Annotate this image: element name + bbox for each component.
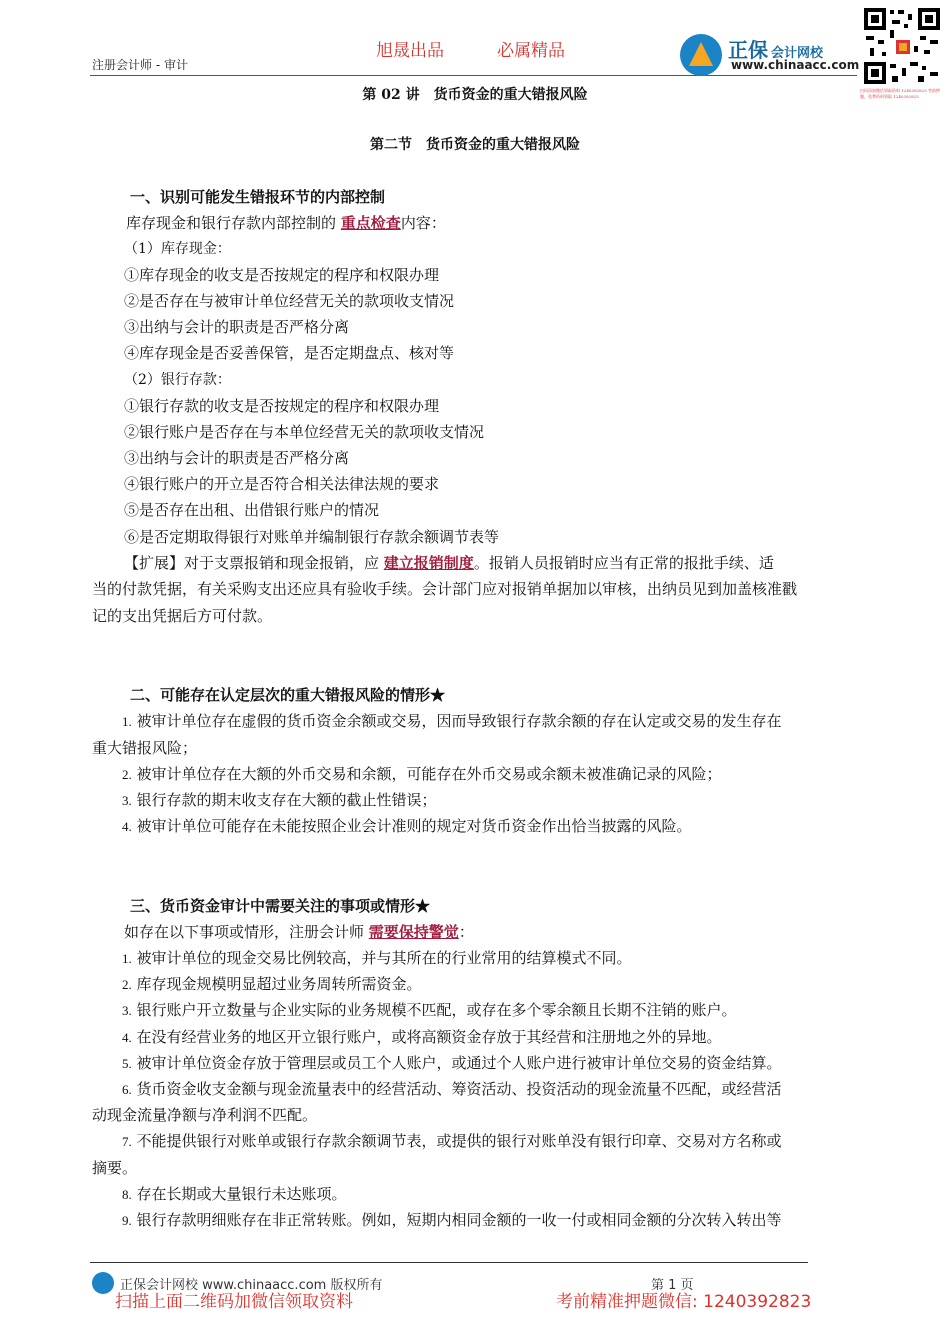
footer-promo-right: 考前精准押题微信: 1240392823 — [556, 1292, 812, 1312]
list-item: 5. 被审计单位资金存放于管理层或员工个人账户，或通过个人账户进行被审计单位交易的资金结算。 — [122, 1054, 782, 1072]
lecture-title: 第 02 讲 货币资金的重大错报风险 — [362, 87, 588, 103]
cash-group-label: （1）库存现金： — [124, 241, 231, 257]
list-item: 3. 银行账户开立数量与企业实际的业务规模不匹配，或存在多个零余额且长期不注销的账户。 — [122, 1001, 737, 1019]
promo-right: 必属精品 — [497, 41, 565, 61]
brand-logo-icon — [680, 34, 722, 76]
section-3-heading: 三、货币资金审计中需要关注的事项或情形★ — [130, 897, 431, 915]
list-item: ⑥是否定期取得银行对账单并编制银行存款余额调节表等 — [124, 528, 500, 546]
extension-note-line-3: 记的支出凭据后方可付款。 — [92, 607, 273, 625]
list-item: ④银行账户的开立是否符合相关法律法规的要求 — [124, 475, 440, 493]
extension-note-line-2: 当的付款凭据，有关采购支出还应具有验收手续。会计部门应对报销单据加以审核，出纳员见到加盖核准戳 — [92, 580, 798, 598]
list-item: 4. 被审计单位可能存在未能按照企业会计准则的规定对货币资金作出恰当披露的风险。 — [122, 817, 692, 835]
list-item: ③出纳与会计的职责是否严格分离 — [124, 449, 350, 467]
page-number: 第 1 页 — [651, 1278, 694, 1293]
footer-logo-icon — [92, 1272, 114, 1294]
list-item: 6. 货币资金收支金额与现金流量表中的经营活动、筹资活动、投资活动的现金流量不匹配，或经营活 — [122, 1080, 782, 1098]
list-item: 9. 银行存款明细账存在非正常转账。例如，短期内相同金额的一收一付或相同金额的分次转入转出等 — [122, 1211, 782, 1229]
list-item: 3. 银行存款的期末收支存在大额的截止性错误； — [122, 791, 437, 809]
list-item-continuation: 摘要。 — [92, 1159, 138, 1177]
list-item: ⑤是否存在出租、出借银行账户的情况 — [124, 501, 380, 519]
list-item-continuation: 重大错报风险； — [92, 739, 198, 757]
list-item: ④库存现金是否妥善保管，是否定期盘点、核对等 — [124, 344, 455, 362]
list-item: ①库存现金的收支是否按规定的程序和权限办理 — [124, 266, 440, 284]
promo-left: 旭晟出品 — [376, 41, 444, 61]
list-item: 1. 被审计单位存在虚假的货币资金余额或交易，因而导致银行存款余额的存在认定或交易的发生存在 — [122, 712, 782, 730]
section-3-intro: 如存在以下事项或情形，注册会计师 需要保持警觉： — [124, 923, 474, 941]
qr-caption: 扫码添加微信领取资料 1240392823 考前押题，免费资料领取 1240392823 — [860, 88, 940, 99]
list-item: 7. 不能提供银行对账单或银行存款余额调节表，或提供的银行对账单没有银行印章、交易对方名称或 — [122, 1132, 782, 1150]
list-item: ③出纳与会计的职责是否严格分离 — [124, 318, 350, 336]
list-item: 4. 在没有经营业务的地区开立银行账户，或将高额资金存放于其经营和注册地之外的异地。 — [122, 1028, 722, 1046]
section-1-heading: 一、识别可能发生错报环节的内部控制 — [130, 188, 386, 206]
brand-url: www.chinaacc.com — [731, 58, 860, 72]
footer-copyright: 正保会计网校 www.chinaacc.com 版权所有 — [120, 1278, 383, 1293]
section-2-heading: 二、可能存在认定层次的重大错报风险的情形★ — [130, 686, 446, 704]
list-item: 8. 存在长期或大量银行未达账项。 — [122, 1185, 347, 1203]
brand-name: 正保 会计网校 — [728, 38, 824, 62]
bank-group-label: （2）银行存款： — [124, 372, 231, 388]
qr-code-icon — [862, 6, 942, 86]
header-divider — [90, 75, 857, 76]
list-item: ①银行存款的收支是否按规定的程序和权限办理 — [124, 397, 440, 415]
list-item: ②银行账户是否存在与本单位经营无关的款项收支情况 — [124, 423, 485, 441]
extension-note: 【扩展】对于支票报销和现金报销，应 建立报销制度。报销人员报销时应当有正常的报批手续、适 — [124, 554, 774, 572]
course-name: 注册会计师 - 审计 — [92, 58, 188, 72]
section-1-intro: 库存现金和银行存款内部控制的 重点检查内容： — [126, 214, 446, 232]
list-item: 2. 库存现金规模明显超过业务周转所需资金。 — [122, 975, 422, 993]
section-title: 第二节 货币资金的重大错报风险 — [370, 137, 580, 153]
list-item: 2. 被审计单位存在大额的外币交易和余额，可能存在外币交易或余额未被准确记录的风险； — [122, 765, 722, 783]
list-item: 1. 被审计单位的现金交易比例较高，并与其所在的行业常用的结算模式不同。 — [122, 949, 632, 967]
list-item-continuation: 动现金流量净额与净利润不匹配。 — [92, 1106, 318, 1124]
footer-promo-left: 扫描上面二维码加微信领取资料 — [115, 1292, 353, 1312]
footer-divider — [90, 1262, 808, 1263]
list-item: ②是否存在与被审计单位经营无关的款项收支情况 — [124, 292, 455, 310]
